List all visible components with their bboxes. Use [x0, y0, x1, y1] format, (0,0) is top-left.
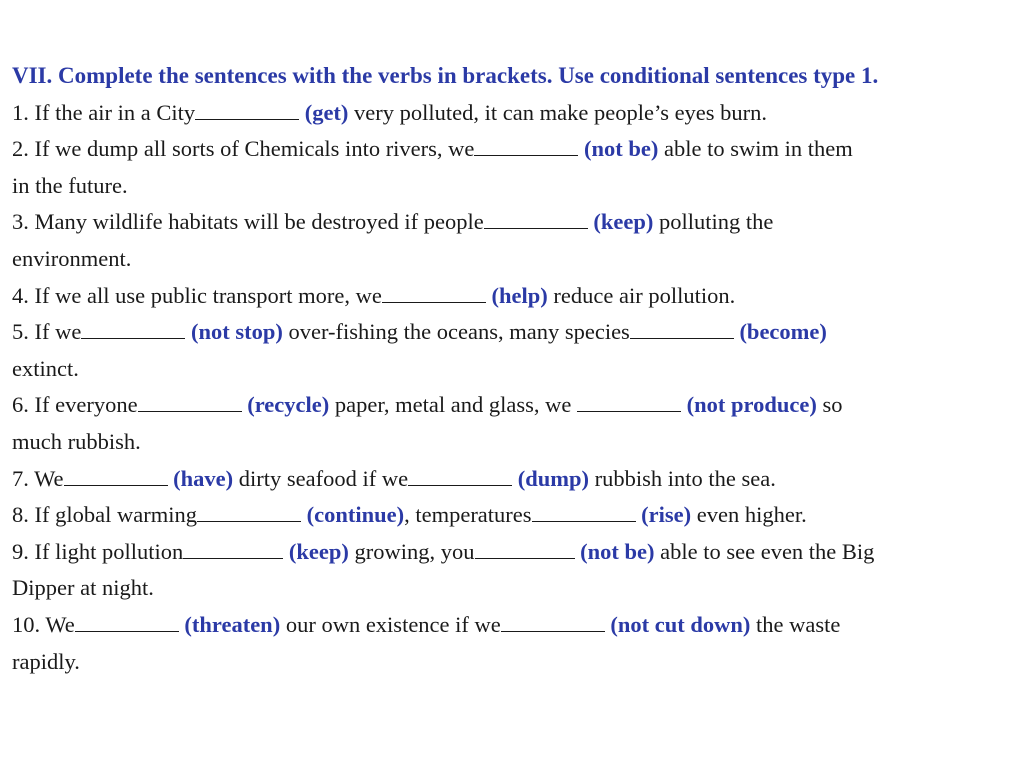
exercise-sheet	[12, 58, 1014, 680]
verb-hint: (get)	[304, 99, 349, 125]
sentence-text: 1. If the air in a City	[12, 99, 196, 125]
sentence-text: the waste	[750, 611, 841, 637]
verb-hint: (continue)	[306, 502, 405, 528]
verb-hint: (rise)	[641, 502, 692, 528]
sentence-9	[12, 534, 1014, 571]
answer-blank[interactable]	[532, 503, 636, 522]
sentence-text: dirty seafood if we	[233, 465, 409, 491]
answer-blank[interactable]	[81, 320, 185, 339]
sentence-6	[12, 387, 1014, 424]
sentence-8	[12, 497, 1014, 534]
sentence-text: rubbish into the sea.	[589, 465, 776, 491]
verb-hint: (keep)	[593, 209, 654, 235]
sentence-10	[12, 607, 1014, 644]
answer-blank[interactable]	[75, 613, 179, 632]
verb-hint: (not produce)	[686, 392, 817, 418]
sentence-text: over-fishing the oceans, many species	[282, 319, 630, 345]
answer-blank[interactable]	[474, 137, 578, 156]
answer-blank[interactable]	[475, 540, 575, 559]
sentence-9-continued: Dipper at night.	[12, 575, 154, 601]
sentence-text: growing, you	[348, 538, 475, 564]
verb-hint: (not stop)	[190, 319, 283, 345]
answer-blank[interactable]	[183, 540, 283, 559]
answer-blank[interactable]	[484, 210, 588, 229]
sentence-text: very polluted, it can make people’s eyes burn.	[348, 99, 768, 125]
sentence-text: 2. If we dump all sorts of Chemicals into rivers, we	[12, 136, 475, 162]
answer-blank[interactable]	[501, 613, 605, 632]
sentence-text: reduce air pollution.	[547, 282, 736, 308]
sentence-2	[12, 131, 1014, 168]
verb-hint: (keep)	[288, 538, 349, 564]
sentence-text: 4. If we all use public transport more, we	[12, 282, 382, 308]
answer-blank[interactable]	[197, 503, 301, 522]
sentence-text: 9. If light pollution	[12, 538, 184, 564]
verb-hint: (have)	[173, 465, 234, 491]
sentence-text: , temperatures	[404, 502, 532, 528]
sentence-7	[12, 461, 1014, 498]
verb-hint: (not be)	[584, 136, 659, 162]
sentence-text: 6. If everyone	[12, 392, 138, 418]
sentence-text: 8. If global warming	[12, 502, 197, 528]
sentence-2-continued: in the future.	[12, 172, 128, 198]
verb-hint: (recycle)	[247, 392, 330, 418]
verb-hint: (threaten)	[184, 611, 281, 637]
sentence-text: 5. If we	[12, 319, 82, 345]
sentence-4	[12, 278, 1014, 315]
sentence-text: 7. We	[12, 465, 64, 491]
answer-blank[interactable]	[408, 467, 512, 486]
verb-hint: (not cut down)	[610, 611, 751, 637]
sentence-text: polluting the	[653, 209, 774, 235]
sentence-text: paper, metal and glass, we	[329, 392, 577, 418]
sentence-text: able to see even the Big	[654, 538, 875, 564]
sentence-text: our own existence if we	[280, 611, 501, 637]
sentence-text: 10. We	[12, 611, 75, 637]
verb-hint: (not be)	[580, 538, 655, 564]
answer-blank[interactable]	[64, 467, 168, 486]
verb-hint: (become)	[739, 319, 827, 345]
answer-blank[interactable]	[138, 393, 242, 412]
sentence-text: even higher.	[691, 502, 807, 528]
sentence-5-continued: extinct.	[12, 355, 79, 381]
answer-blank[interactable]	[630, 320, 734, 339]
sentence-text: 3. Many wildlife habitats will be destroyed if people	[12, 209, 484, 235]
sentence-5	[12, 314, 1014, 351]
sentence-3	[12, 204, 1014, 241]
sentence-text: so	[816, 392, 843, 418]
sentence-1	[12, 95, 1014, 132]
answer-blank[interactable]	[382, 284, 486, 303]
sentence-3-continued: environment.	[12, 245, 132, 271]
sentence-text: able to swim in them	[658, 136, 853, 162]
sentence-6-continued: much rubbish.	[12, 428, 141, 454]
sentence-10-continued: rapidly.	[12, 648, 80, 674]
verb-hint: (help)	[491, 282, 548, 308]
exercise-heading: VII. Complete the sentences with the verbs in brackets. Use conditional sentences type 1.	[12, 63, 879, 88]
verb-hint: (dump)	[517, 465, 589, 491]
answer-blank[interactable]	[577, 393, 681, 412]
answer-blank[interactable]	[195, 101, 299, 120]
